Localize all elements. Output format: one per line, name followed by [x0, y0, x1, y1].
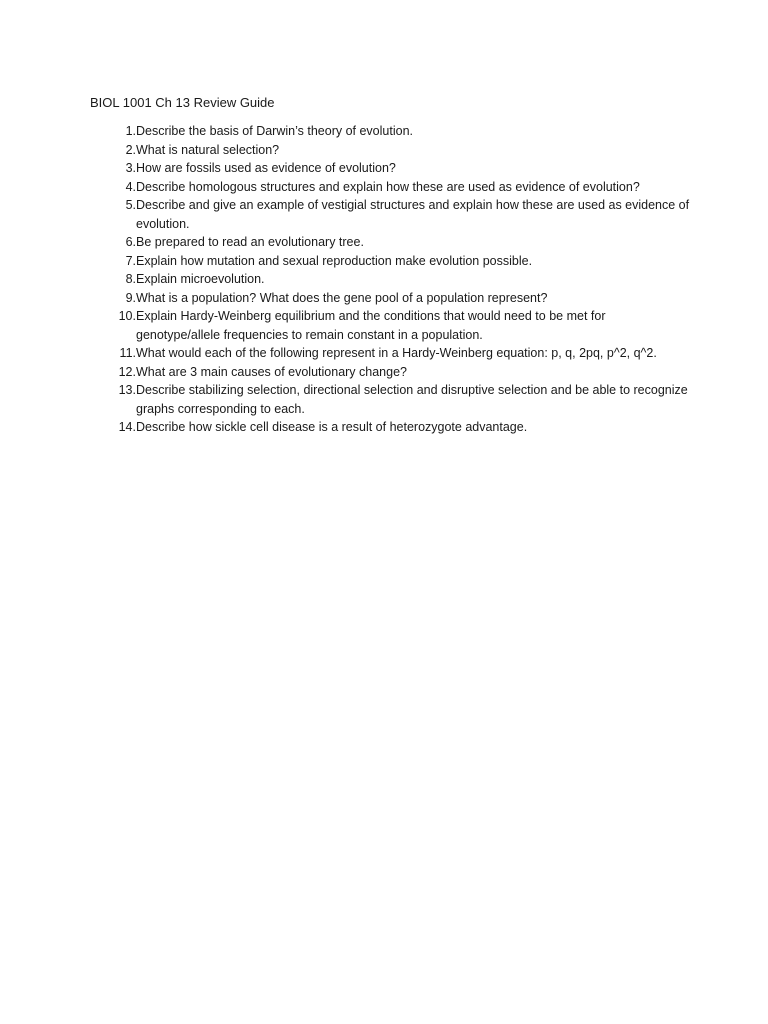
question-number: 9. [125, 290, 136, 305]
list-item [90, 122, 690, 141]
question-text: What are 3 main causes of evolutionary change? [136, 364, 407, 379]
question-number: 13. [118, 383, 136, 397]
list-item [90, 196, 690, 233]
list-item [90, 159, 690, 178]
question-text: How are fossils used as evidence of evolution? [136, 161, 396, 175]
question-number: 6. [125, 235, 136, 249]
list-item [90, 141, 690, 160]
question-list [90, 122, 690, 437]
list-item [90, 344, 690, 363]
question-number: 10. [118, 309, 136, 323]
question-number: 1. [125, 124, 136, 138]
question-number: 3. [125, 161, 136, 175]
list-item [90, 178, 690, 197]
list-item [90, 252, 690, 271]
list-item [90, 233, 690, 252]
question-text: Describe homologous structures and explain how these are used as evidence of evolution? [136, 179, 640, 194]
question-text: Explain microevolution. [136, 272, 265, 286]
question-number: 5. [125, 198, 136, 212]
list-item [90, 418, 690, 437]
question-text: What would each of the following represent in a Hardy-Weinberg equation: p, q, 2pq, p^2, q^2. [136, 346, 657, 360]
list-item [90, 289, 690, 308]
question-number: 11. [119, 346, 136, 360]
question-number: 14. [118, 420, 136, 434]
question-number: 12. [118, 364, 136, 379]
list-item [90, 363, 690, 382]
question-text: Describe stabilizing selection, directional selection and disruptive selection and be able to recognize graphs corresponding to each. [136, 383, 688, 416]
list-item [90, 381, 690, 418]
question-number: 7. [125, 253, 136, 268]
question-text: What is a population? What does the gene pool of a population represent? [136, 290, 548, 305]
question-text: What is natural selection? [136, 142, 280, 157]
question-text: Describe the basis of Darwin’s theory of evolution. [136, 124, 413, 138]
question-number: 8. [125, 272, 136, 286]
question-number: 4. [125, 179, 136, 194]
question-text: Be prepared to read an evolutionary tree. [136, 235, 364, 249]
question-text: Describe and give an example of vestigial structures and explain how these are used as evidence of evolution. [136, 198, 690, 231]
document-title: BIOL 1001 Ch 13 Review Guide [90, 95, 275, 110]
question-text: Explain Hardy-Weinberg equilibrium and the conditions that would need to be met for genotype/allele frequencies to remain constant in a population. [136, 309, 606, 342]
question-number: 2. [125, 142, 136, 157]
list-item [90, 270, 690, 289]
question-text: Explain how mutation and sexual reproduction make evolution possible. [136, 253, 533, 268]
list-item [90, 307, 690, 344]
question-text: Describe how sickle cell disease is a result of heterozygote advantage. [136, 420, 528, 434]
